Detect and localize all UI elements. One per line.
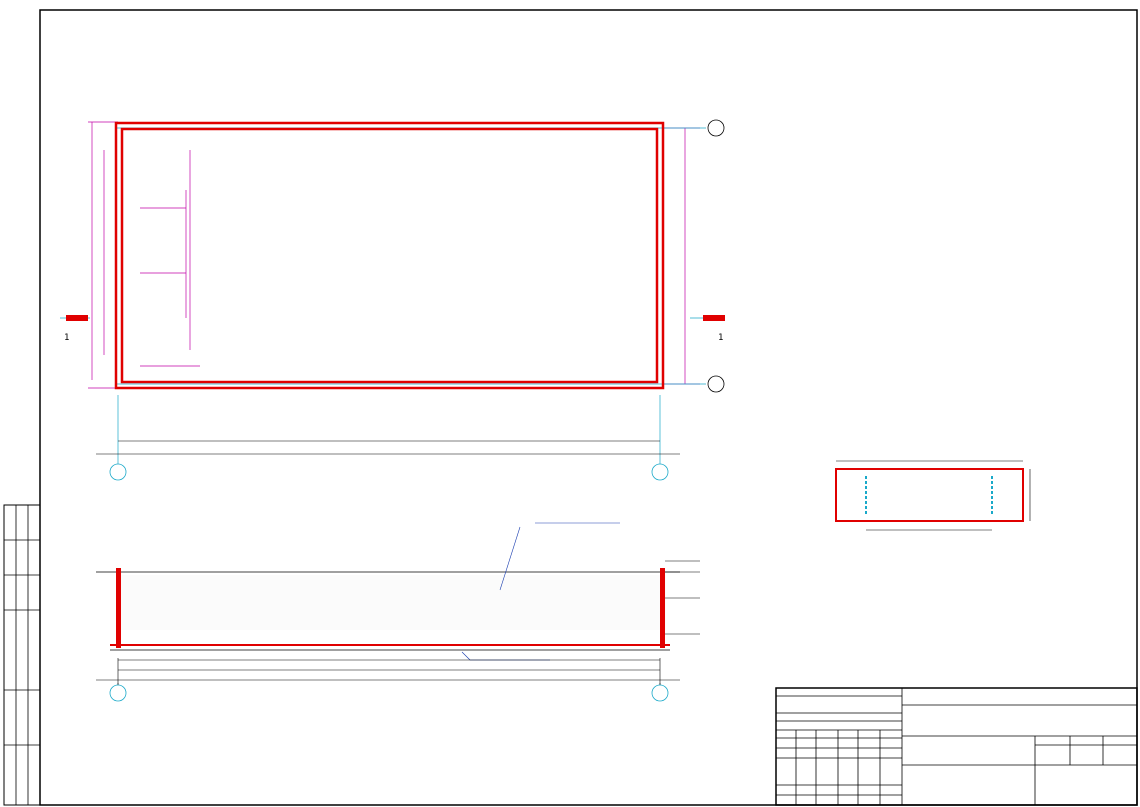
axis-bubble-a-plan	[110, 464, 126, 480]
level-marks	[665, 561, 700, 634]
svg-text:1: 1	[718, 333, 724, 343]
section-1-1	[96, 514, 700, 701]
formwork-plan	[60, 120, 725, 480]
svg-text:1: 1	[64, 333, 70, 343]
title-block	[776, 688, 1137, 805]
axis-bubble-a-section	[110, 685, 126, 701]
axis-bubble-2	[708, 120, 724, 136]
axis-bubble-b-section	[652, 685, 668, 701]
section-marker-right	[690, 315, 725, 343]
section-marker-left	[60, 315, 90, 343]
callout-concrete	[462, 652, 550, 660]
slab-plan	[836, 461, 1030, 530]
axis-bubble-b-plan	[652, 464, 668, 480]
notes-block	[776, 570, 1134, 682]
axis-bubble-1	[708, 376, 724, 392]
